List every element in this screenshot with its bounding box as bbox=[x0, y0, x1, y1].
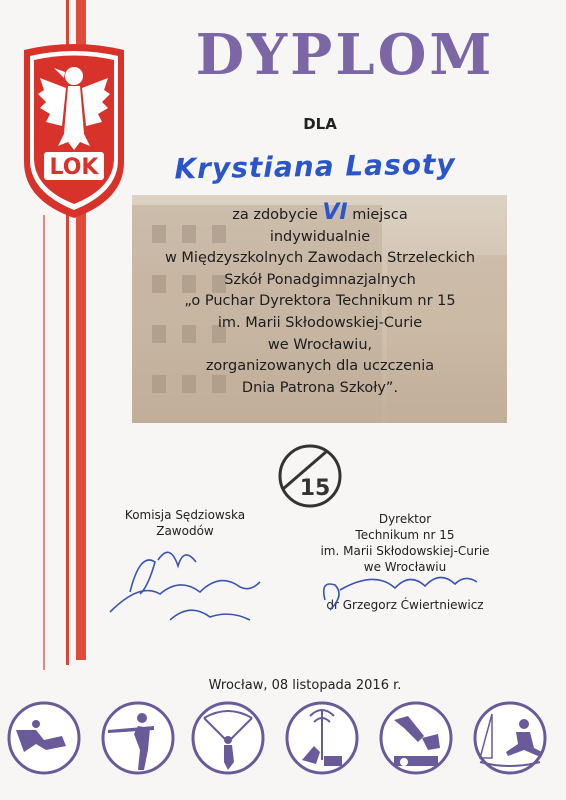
dla-label: DLA bbox=[303, 115, 337, 133]
right-signatory-line1: Dyrektor bbox=[378, 512, 432, 526]
school-logo-icon bbox=[277, 443, 343, 509]
parachutist-icon bbox=[190, 700, 266, 776]
diploma-body bbox=[130, 202, 510, 399]
body-line: zorganizowanych dla uczczenia bbox=[205, 358, 435, 375]
body-line: „o Puchar Dyrektora Technikum nr 15 bbox=[184, 293, 456, 310]
body-line: w Międzyszkolnych Zawodach Strzeleckich bbox=[164, 250, 476, 267]
left-faint-stripe bbox=[43, 215, 45, 670]
runner-icon bbox=[6, 700, 82, 776]
body-line: Szkół Ponadgimnazjalnych bbox=[224, 271, 416, 288]
sailor-icon bbox=[472, 700, 548, 776]
rifle-shooter-icon bbox=[100, 700, 176, 776]
body-line-place: za zdobycie VI miejsca bbox=[232, 200, 408, 225]
emblem-lok-text: LOK bbox=[49, 155, 99, 180]
right-signatory-line2: Technikum nr 15 bbox=[355, 528, 455, 542]
body-line: Dnia Patrona Szkoły”. bbox=[241, 379, 399, 396]
left-signatory-line2: Zawodów bbox=[156, 524, 214, 538]
body-line: we Wrocławiu, bbox=[267, 336, 373, 353]
discipline-icons-row bbox=[0, 698, 566, 798]
left-signature bbox=[100, 532, 270, 632]
lok-eagle-emblem bbox=[18, 42, 130, 222]
body-line: im. Marii Skłodowskiej-Curie bbox=[217, 314, 423, 331]
body-line: indywidualnie bbox=[269, 228, 371, 245]
school-logo-text: 15 bbox=[299, 476, 331, 501]
diver-icon bbox=[378, 700, 454, 776]
right-signatory-line4: we Wrocławiu bbox=[363, 560, 447, 574]
issue-date: Wrocław, 08 listopada 2016 r. bbox=[208, 678, 402, 693]
right-signatory-name: dr Grzegorz Ćwiertniewicz bbox=[326, 598, 484, 612]
radio-operator-icon bbox=[284, 700, 360, 776]
right-signatory-line3: im. Marii Skłodowskiej-Curie bbox=[320, 544, 490, 558]
left-signatory-line1: Komisja Sędziowska bbox=[124, 508, 246, 522]
recipient-name: Krystiana Lasoty bbox=[174, 147, 456, 186]
place-number: VI bbox=[322, 200, 348, 225]
right-signature bbox=[315, 560, 485, 620]
diploma-title: DYPLOM bbox=[195, 22, 495, 88]
